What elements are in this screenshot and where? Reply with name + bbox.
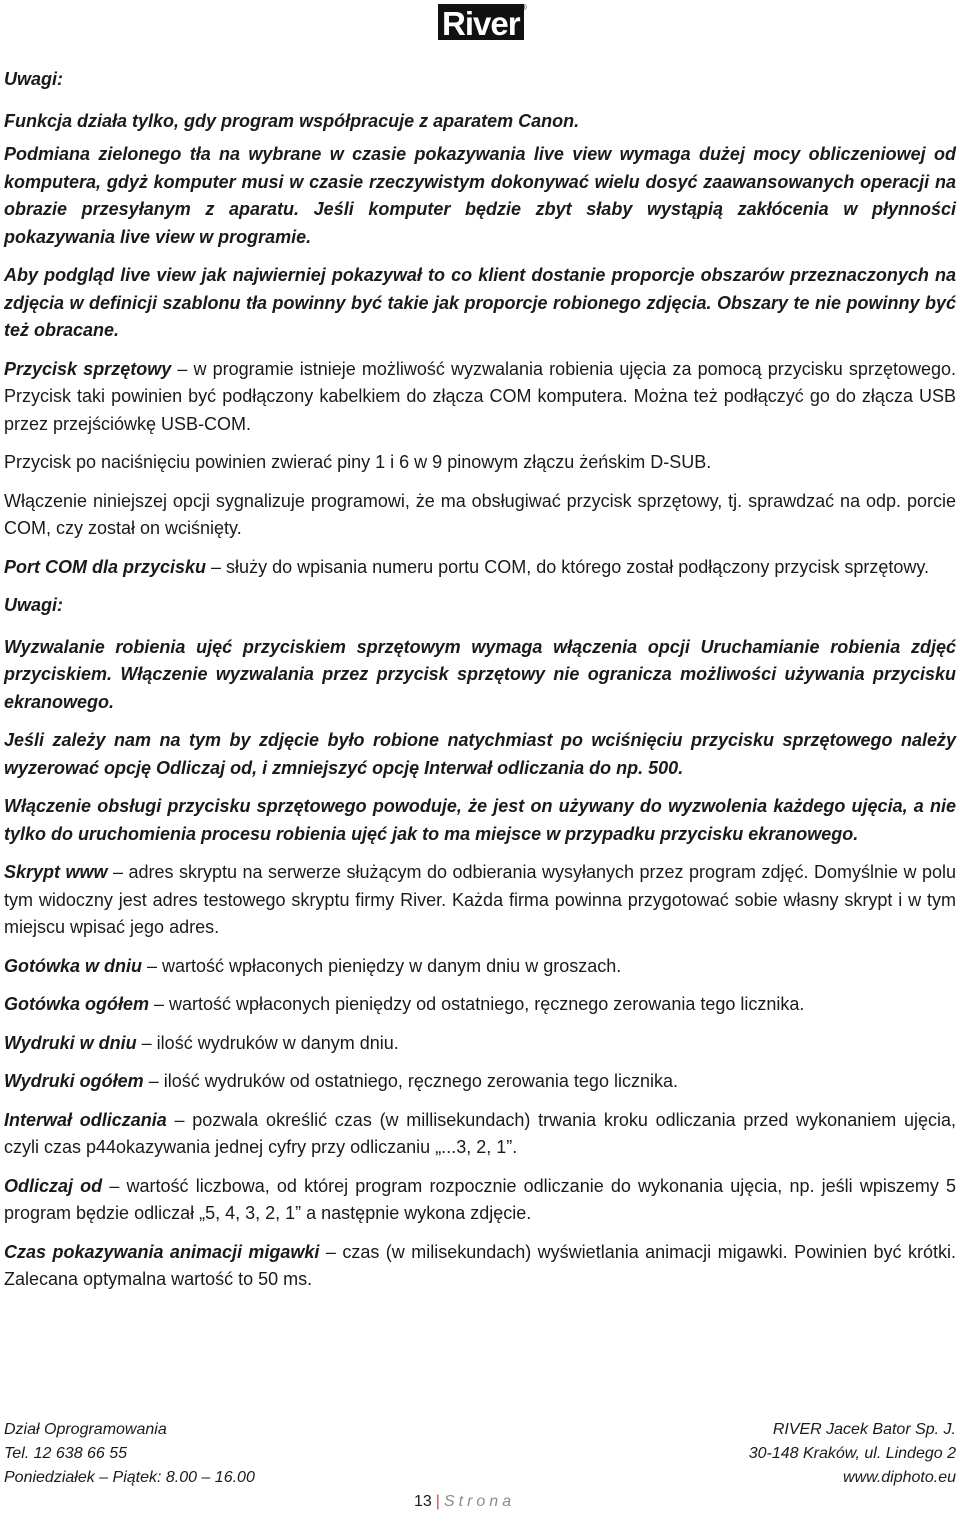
svg-text:®: ®	[521, 3, 527, 12]
page-number: 13	[414, 1493, 432, 1510]
footer-phone: Tel. 12 638 66 55	[4, 1445, 128, 1462]
prints-total-paragraph: Wydruki ogółem – ilość wydruków od ostatniego, ręcznego zerowania tego licznika.	[4, 1071, 678, 1091]
page-number-block	[414, 1490, 515, 1514]
note-heading: Uwagi:	[4, 69, 64, 89]
term-cash-day: Gotówka w dniu	[4, 955, 142, 976]
river-logo	[432, 2, 528, 42]
cash-day-paragraph: Gotówka w dniu – wartość wpłaconych pieniędzy w danym dniu w groszach.	[4, 955, 622, 976]
canon-note: Funkcja działa tylko, gdy program współpracuje z aparatem Canon.	[4, 110, 580, 131]
note-heading-2: Uwagi:	[4, 595, 64, 615]
term-cash-total: Gotówka ogółem	[4, 994, 150, 1014]
footer-website: www.diphoto.eu	[843, 1469, 956, 1486]
every-shot-note: Włączenie obsługi przycisku sprzętowego powoduje, że jest on używany do wyzwolenia każdego ujęcia, a nie tylko do uruchomienia procesu robienia ujęć jak to ma miejsce w przypadku przycisku ekranowego.	[4, 796, 956, 844]
term-shutter-animation: Czas pokazywania animacji migawki	[4, 1241, 320, 1262]
script-www-paragraph: Skrypt www – adres skryptu na serwerze służącym do odbierania wysyłanych przez program zdjęć. Domyślnie w polu tym widoczny jest adres testowego skryptu firmy River. Każda firma powinna przygotować sobie własny skrypt i w tym miejscu wpisać jego adres.	[4, 862, 957, 937]
enable-paragraph: Włączenie niniejszej opcji sygnalizuje programowi, że ma obsługiwać przycisk sprzętowy, tj. sprawdzać na odp. porcie COM, czy został on wciśnięty.	[4, 490, 956, 538]
countdown-interval-paragraph: Interwał odliczania – pozwala określić czas (w millisekundach) trwania kroku odliczania przed wykonaniem ujęcia, czyli czas p44okazywania jednej cyfry przy odliczaniu „...3, 2, 1”.	[4, 1109, 956, 1157]
footer-hours: Poniedziałek – Piątek: 8.00 – 16.00	[4, 1469, 255, 1486]
shutter-animation-paragraph: Czas pokazywania animacji migawki – czas (w milisekundach) wyświetlania animacji migawki. Powinien być krótki. Zalecana optymalna wartość to 50 ms.	[4, 1241, 957, 1289]
term-prints-day: Wydruki w dniu	[4, 1032, 137, 1053]
footer-department: Dział Oprogramowania	[4, 1421, 167, 1438]
hardware-button-paragraph: Przycisk sprzętowy – w programie istnieje możliwość wyzwalania robienia ujęcia za pomocą przycisku sprzętowego. Przycisk taki powinien być podłączony kabelkiem do złącza COM komputera. Można też podłączyć go do złącza USB przez przejściówkę USB-COM.	[4, 358, 956, 434]
green-screen-note: Podmiana zielonego tła na wybrane w czasie pokazywania live view wymaga dużej mocy obliczeniowej od komputera, gdyż komputer musi w czasie rzeczywistym dokonywać wielu dosyć zaawansowanych operacji na obrazie przesyłanym z aparatu. Jeśli komputer będzie zbyt słaby wystąpią zakłócenia w płynności pokazywania live view w programie.	[4, 144, 956, 247]
footer-company: RIVER Jacek Bator Sp. J.	[772, 1421, 956, 1438]
term-countdown-from: Odliczaj od	[4, 1175, 103, 1196]
svg-text:River: River	[442, 5, 520, 42]
live-view-note: Aby podgląd live view jak najwierniej pokazywał to co klient dostanie proporcje obszarów przeznaczonych na zdjęcia w definicji szablonu tła powinny być takie jak proporcje robionego zdjęcia. Obszary te nie powinny być też obracane.	[4, 265, 956, 340]
cash-total-paragraph: Gotówka ogółem – wartość wpłaconych pieniędzy od ostatniego, ręcznego zerowania tego licznika.	[4, 994, 805, 1014]
page-footer	[4, 1418, 956, 1490]
term-countdown-interval: Interwał odliczania	[4, 1109, 167, 1130]
countdown-from-paragraph: Odliczaj od – wartość liczbowa, od której program rozpocznie odliczanie do wykonania ujęcia, np. jeśli wpiszemy 5 program będzie odliczał „5, 4, 3, 2, 1” a następnie wykona zdjęcie.	[4, 1175, 957, 1223]
port-com-paragraph: Port COM dla przycisku – służy do wpisania numeru portu COM, do którego został podłączony przycisk sprzętowy.	[4, 556, 930, 577]
trigger-note: Wyzwalanie robienia ujęć przyciskiem sprzętowym wymaga włączenia opcji Uruchamianie robienia zdjęć przyciskiem. Włączenie wyzwalania przez przycisk sprzętowy nie ogranicza możliwości używania przycisku ekranowego.	[4, 636, 956, 712]
prints-day-paragraph: Wydruki w dniu – ilość wydruków w danym dniu.	[4, 1032, 399, 1053]
term-script-www: Skrypt www	[4, 862, 108, 882]
immediate-note: Jeśli zależy nam na tym by zdjęcie było robione natychmiast po wciśnięciu przycisku sprzętowego należy wyzerować opcję Odliczaj od, i zmniejszyć opcję Interwał odliczania do np. 500.	[4, 730, 956, 778]
term-port-com: Port COM dla przycisku	[4, 556, 207, 577]
term-prints-total: Wydruki ogółem	[4, 1071, 144, 1091]
page-word: Strona	[443, 1493, 516, 1510]
footer-address: 30-148 Kraków, ul. Lindego 2	[748, 1445, 956, 1462]
page-separator: |	[435, 1493, 440, 1510]
main-content	[4, 66, 956, 1305]
pins-paragraph: Przycisk po naciśnięciu powinien zwierać piny 1 i 6 w 9 pinowym złączu żeńskim D-SUB.	[4, 452, 712, 472]
term-hardware-button: Przycisk sprzętowy	[4, 358, 172, 379]
